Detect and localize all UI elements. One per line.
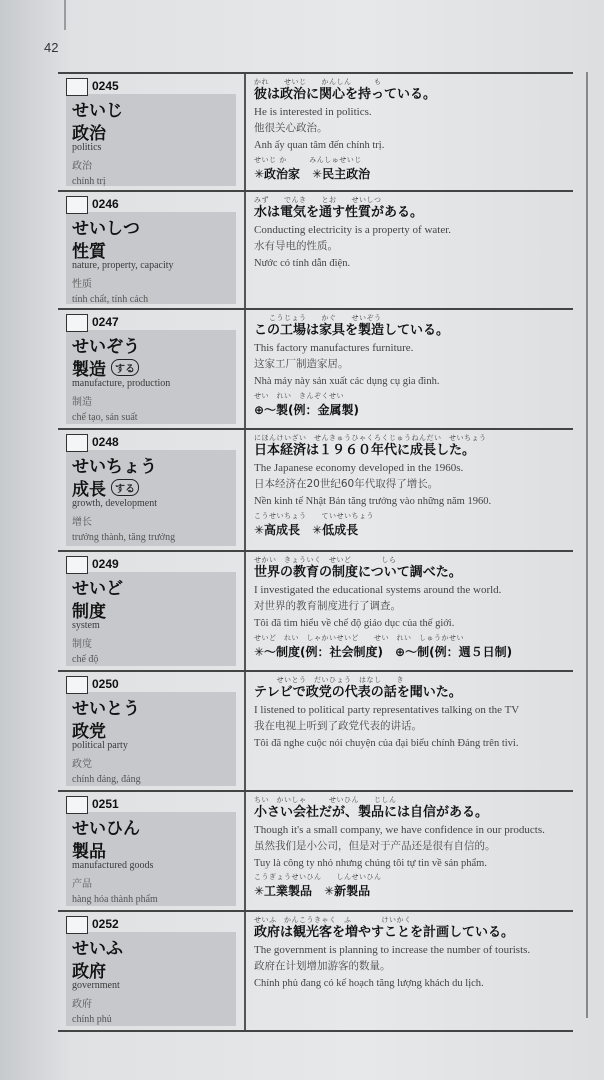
entry-number: 0247 [92, 315, 119, 329]
headword-kanji: 政党 [72, 722, 106, 742]
headword-kana: せいぞう [72, 337, 140, 357]
column-divider [244, 430, 246, 550]
example-furigana: みず でんき とお せいしつ [254, 196, 382, 204]
example-column [254, 78, 569, 182]
related-words: ✳政治家 ✳民主政治 [254, 167, 371, 181]
meaning-english: manufacture, production [72, 378, 171, 389]
headword-column [66, 192, 244, 308]
meaning-chinese: 性质 [72, 279, 92, 290]
example-chinese: 这家工厂制造家居。 [254, 358, 349, 370]
entry-number: 0251 [92, 797, 119, 811]
example-column [254, 916, 569, 991]
related-words: ✳～制度(例：社会制度) ⊕～制(例：週５日制) [254, 645, 513, 659]
meaning-english: growth, development [72, 498, 157, 509]
meaning-vietnamese: chính phủ [72, 1014, 112, 1025]
column-divider [244, 672, 246, 790]
headword-kanji-row [72, 837, 106, 862]
entry-number: 0246 [92, 197, 119, 211]
meaning-vietnamese: chính trị [72, 176, 106, 187]
headword-column [66, 552, 244, 670]
meaning-vietnamese: hàng hóa thành phẩm [72, 894, 158, 905]
example-english: The Japanese economy developed in the 1960s. [254, 462, 464, 474]
example-furigana: ちい かいしゃ せいひん じしん [254, 796, 397, 804]
related-words: ✳工業製品 ✳新製品 [254, 884, 371, 898]
meaning-chinese: 增长 [72, 517, 92, 528]
meaning-english: politics [72, 142, 102, 153]
example-chinese: 虽然我们是小公司，但是对于产品还是很有自信的。 [254, 840, 496, 852]
example-vietnamese: Anh ấy quan tâm đến chính trị. [254, 140, 385, 151]
example-english: I investigated the educational systems around the world. [254, 584, 502, 596]
entry-number: 0248 [92, 435, 119, 449]
meaning-vietnamese: chế độ [72, 654, 99, 665]
vocab-entry [58, 790, 573, 910]
example-furigana: にほんけいざい せんきゅうひゃくろくじゅうねんだい せいちょう [254, 434, 487, 442]
headword-kanji: 性質 [72, 242, 106, 262]
example-vietnamese: Tôi đã tìm hiểu về chế độ giáo dục của thế giới. [254, 618, 455, 629]
related-furigana: せいど れい しゃかいせいど せい れい しゅうかせい [254, 634, 464, 642]
headword-kana: せいふ [72, 939, 123, 959]
headword-kanji-row [72, 237, 106, 262]
vocab-entry [58, 670, 573, 790]
meaning-english: system [72, 620, 100, 631]
meaning-english: manufactured goods [72, 860, 154, 871]
column-divider [244, 552, 246, 670]
headword-kanji: 制度 [72, 602, 106, 622]
study-checkbox[interactable] [66, 78, 88, 96]
example-vietnamese: Nền kinh tế Nhật Bản tăng trưởng vào những năm 1960. [254, 496, 492, 507]
binding-line [64, 0, 66, 30]
example-sentence: 政府は観光客を増やすことを計画している。 [254, 925, 515, 940]
meaning-english: political party [72, 740, 128, 751]
example-sentence: 小さい会社だが、製品には自信がある。 [254, 805, 489, 820]
column-divider [244, 912, 246, 1030]
example-furigana: せいとう だいひょう はなし き [254, 676, 404, 684]
example-column [254, 556, 569, 660]
study-checkbox[interactable] [66, 916, 88, 934]
meaning-chinese: 政府 [72, 999, 92, 1010]
headword-kanji-row [72, 717, 106, 742]
example-column [254, 434, 569, 538]
meaning-chinese: 产品 [72, 879, 92, 890]
example-chinese: 对世界的教育制度进行了调查。 [254, 600, 401, 612]
example-english: Though it's a small company, we have confidence in our products. [254, 824, 545, 836]
example-english: Conducting electricity is a property of water. [254, 224, 452, 236]
related-words: ✳高成長 ✳低成長 [254, 523, 359, 537]
headword-kana: せいしつ [72, 219, 140, 239]
entry-number: 0245 [92, 79, 119, 93]
entry-number: 0252 [92, 917, 119, 931]
study-checkbox[interactable] [66, 434, 88, 452]
headword-column [66, 430, 244, 550]
study-checkbox[interactable] [66, 196, 88, 214]
suru-verb-badge: する [111, 479, 139, 496]
headword-kanji: 製品 [72, 842, 106, 862]
example-chinese: 我在电视上听到了政党代表的讲话。 [254, 720, 422, 732]
study-checkbox[interactable] [66, 676, 88, 694]
example-vietnamese: Nhà máy này sản xuất các dụng cụ gia đình. [254, 376, 440, 387]
vocab-entry [58, 910, 573, 1032]
headword-kanji-row [72, 957, 106, 982]
headword-kana: せいひん [72, 819, 140, 839]
related-furigana: こうぎょうせいひん しんせいひん [254, 873, 382, 881]
column-divider [244, 310, 246, 428]
example-furigana: せいふ かんこうきゃく ふ けいかく [254, 916, 412, 924]
meaning-vietnamese: trưởng thành, tăng trưởng [72, 532, 176, 543]
example-sentence: 水は電気を通す性質がある。 [254, 205, 424, 220]
headword-kana: せいちょう [72, 457, 157, 477]
related-furigana: せいじ か みんしゅせいじ [254, 156, 362, 164]
meaning-chinese: 政治 [72, 161, 92, 172]
example-furigana: せかい きょういく せいど しら [254, 556, 397, 564]
example-vietnamese: Tuy là công ty nhỏ nhưng chúng tôi tự tin về sản phẩm. [254, 858, 487, 869]
example-english: The government is planning to increase the number of tourists. [254, 944, 531, 956]
headword-column [66, 310, 244, 428]
related-words: ⊕～製(例：金属製) [254, 403, 360, 417]
headword-kanji-row [72, 597, 106, 622]
headword-kana: せいとう [72, 699, 140, 719]
column-divider [244, 792, 246, 910]
example-english: I listened to political party representatives talking on the TV [254, 704, 520, 716]
vocab-entry [58, 550, 573, 670]
example-column [254, 796, 569, 899]
page-edge-rule [586, 72, 588, 1018]
example-furigana: かれ せいじ かんしん も [254, 78, 382, 86]
example-vietnamese: Chính phủ đang có kế hoạch tăng lượng khách du lịch. [254, 978, 484, 989]
entry-number: 0249 [92, 557, 119, 571]
headword-kanji: 成長 [72, 480, 106, 500]
example-chinese: 政府在计划增加游客的数量。 [254, 960, 391, 972]
headword-column [66, 792, 244, 910]
vocab-entry [58, 308, 573, 428]
example-furigana: こうじょう かぐ せいぞう [254, 314, 382, 322]
related-furigana: せい れい きんぞくせい [254, 392, 344, 400]
example-column [254, 314, 569, 418]
meaning-chinese: 政党 [72, 759, 92, 770]
headword-kanji: 政府 [72, 962, 106, 982]
column-divider [244, 192, 246, 308]
meaning-vietnamese: tính chất, tính cách [72, 294, 149, 305]
vocab-entry [58, 428, 573, 550]
meaning-english: government [72, 980, 120, 991]
suru-verb-badge: する [111, 359, 139, 376]
headword-kanji: 製造 [72, 360, 106, 380]
example-sentence: この工場は家具を製造している。 [254, 323, 450, 338]
headword-column [66, 912, 244, 1030]
study-checkbox[interactable] [66, 796, 88, 814]
vocabulary-list [58, 72, 573, 1032]
headword-kana: せいじ [72, 101, 123, 121]
study-checkbox[interactable] [66, 314, 88, 332]
example-vietnamese: Tôi đã nghe cuộc nói chuyện của đại biểu chính Đảng trên tivi. [254, 738, 519, 749]
vocab-entry [58, 72, 573, 190]
meaning-chinese: 制造 [72, 397, 92, 408]
meaning-english: nature, property, capacity [72, 260, 174, 271]
study-checkbox[interactable] [66, 556, 88, 574]
example-english: He is interested in politics. [254, 106, 372, 118]
example-sentence: 日本経済は１９６０年代に成長した。 [254, 443, 476, 458]
example-column [254, 196, 569, 271]
headword-kanji-row [72, 355, 139, 380]
headword-kana: せいど [72, 579, 123, 599]
headword-column [66, 672, 244, 790]
headword-kanji-row [72, 475, 139, 500]
column-divider [244, 74, 246, 190]
meaning-chinese: 制度 [72, 639, 92, 650]
example-sentence: 世界の教育の制度について調べた。 [254, 565, 462, 580]
example-column [254, 676, 569, 751]
example-vietnamese: Nước có tính dẫn điện. [254, 258, 351, 269]
example-chinese: 他很关心政治。 [254, 122, 328, 134]
page-number: 42 [44, 40, 59, 55]
headword-kanji: 政治 [72, 124, 106, 144]
headword-column [66, 74, 244, 190]
example-chinese: 水有导电的性质。 [254, 240, 338, 252]
entry-number: 0250 [92, 677, 119, 691]
example-chinese: 日本经济在20世纪60年代取得了增长。 [254, 478, 439, 490]
example-english: This factory manufactures furniture. [254, 342, 414, 354]
example-sentence: テレビで政党の代表の話を聞いた。 [254, 685, 462, 700]
headword-kanji-row [72, 119, 106, 144]
meaning-vietnamese: chính đảng, đảng [72, 774, 141, 785]
vocab-entry [58, 190, 573, 308]
example-sentence: 彼は政治に関心を持っている。 [254, 87, 437, 102]
related-furigana: こうせいちょう ていせいちょう [254, 512, 374, 520]
meaning-vietnamese: chế tạo, sản suất [72, 412, 138, 423]
